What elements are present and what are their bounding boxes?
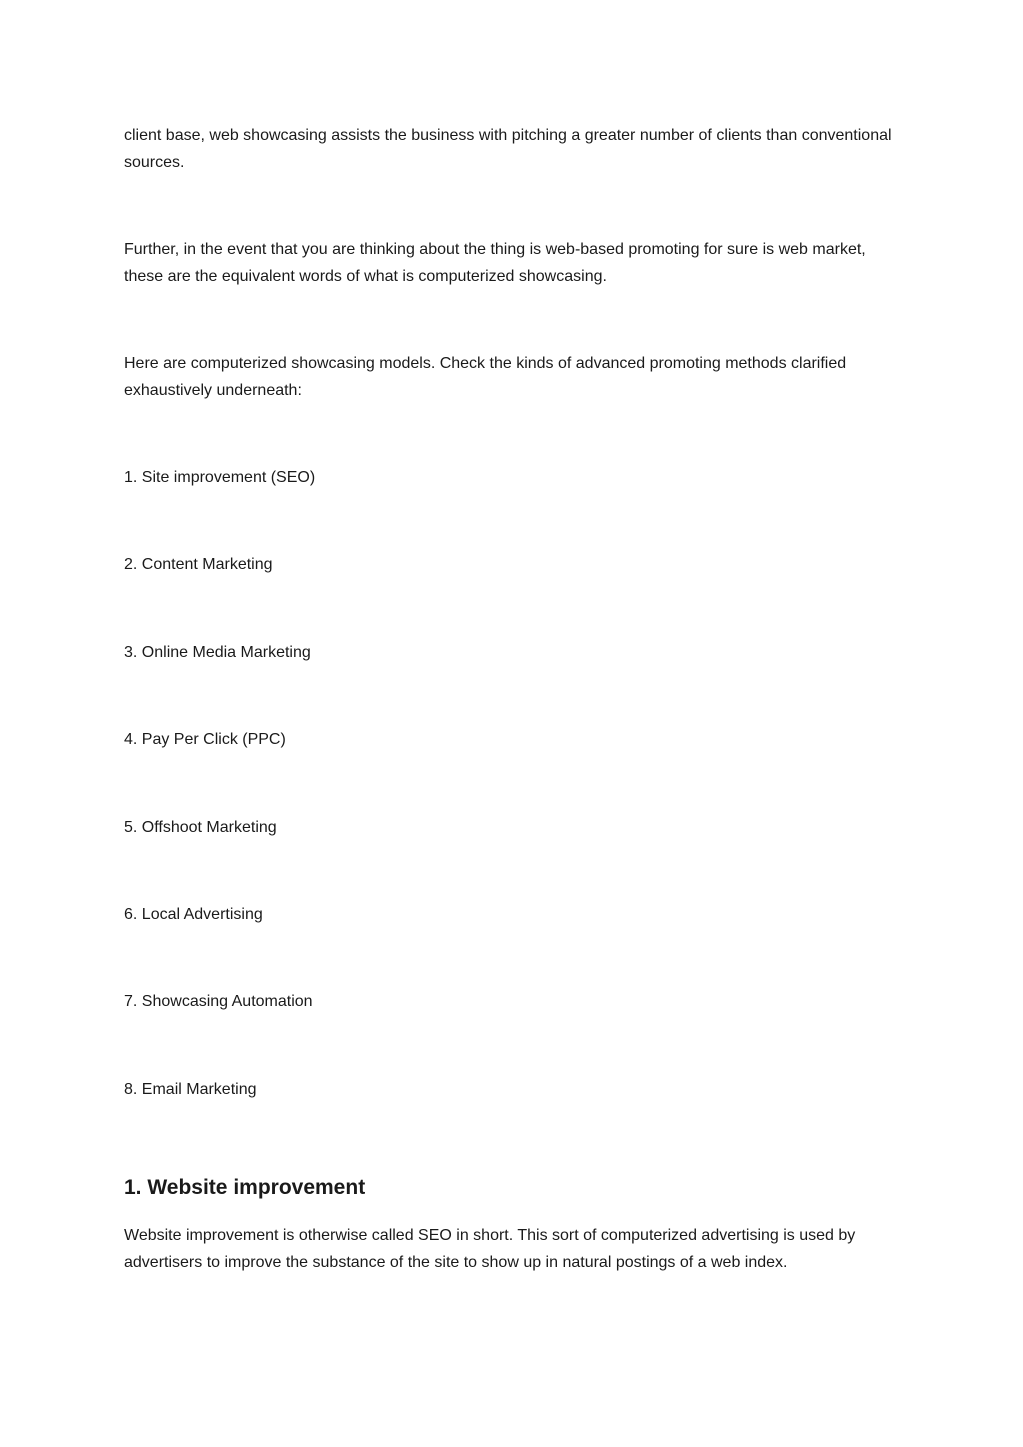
paragraph-models-intro: Here are computerized showcasing models. Check the kinds of advanced promoting methods clarified exhaustively underneath: — [124, 355, 847, 399]
list-item: 3. Online Media Marketing — [124, 644, 311, 661]
paragraph-client-base: client base, web showcasing assists the business with pitching a greater number of clients than conventional sources. — [124, 127, 892, 171]
list-item: 2. Content Marketing — [124, 556, 273, 573]
section-paragraph: Website improvement is otherwise called SEO in short. This sort of computerized advertising is used by advertisers to improve the substance of the site to show up in natural postings of a web index. — [124, 1227, 856, 1271]
list-item: 7. Showcasing Automation — [124, 993, 313, 1010]
list-item: 1. Site improvement (SEO) — [124, 469, 316, 486]
list-item: 6. Local Advertising — [124, 906, 263, 923]
section-heading: 1. Website improvement — [124, 1176, 366, 1199]
list-item: 8. Email Marketing — [124, 1081, 257, 1098]
list-item: 4. Pay Per Click (PPC) — [124, 731, 286, 748]
paragraph-further: Further, in the event that you are thinking about the thing is web-based promoting for sure is web market, these are the equivalent words of what is computerized showcasing. — [124, 241, 866, 285]
list-item: 5. Offshoot Marketing — [124, 819, 277, 836]
